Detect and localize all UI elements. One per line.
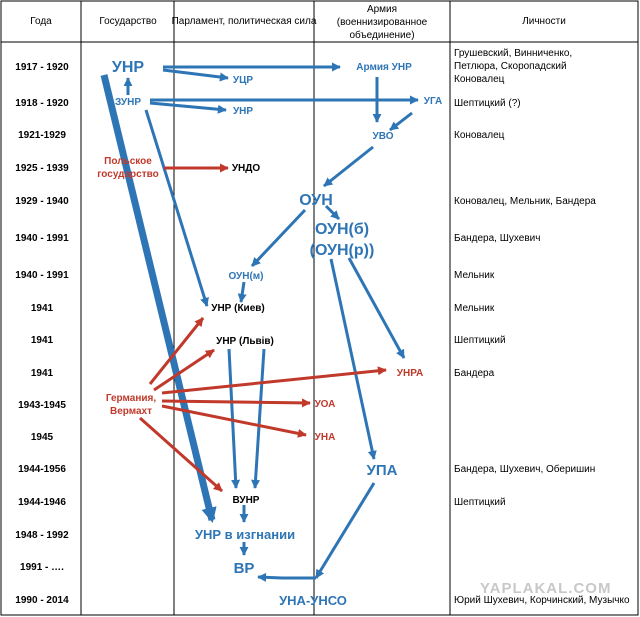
arrow xyxy=(258,577,316,578)
persons-text: Коновалец xyxy=(454,74,505,85)
persons-text: Бандера, Шухевич xyxy=(454,233,541,244)
persons-text: Коновалец xyxy=(454,130,505,141)
node-uga: УГА xyxy=(423,96,443,107)
year-label: 1991 - …. xyxy=(20,562,64,573)
year-label: 1921-1929 xyxy=(18,130,66,141)
header-army-line3: объединение) xyxy=(349,30,415,41)
year-label: 1940 - 1991 xyxy=(15,233,69,244)
arrow xyxy=(390,113,412,130)
arrow xyxy=(162,401,310,403)
year-label: 1945 xyxy=(30,432,54,443)
year-label: 1990 - 2014 xyxy=(15,595,69,606)
persons-text: Бандера xyxy=(454,368,495,379)
node-uoa: УОА xyxy=(314,399,336,410)
node-unr: УНР xyxy=(111,59,145,76)
node-unr-small: УНР xyxy=(232,106,254,117)
unr-to-exile-thick-arrow xyxy=(104,75,212,520)
node-ounb-l1: ОУН(б) xyxy=(314,221,370,238)
node-uvo: УВО xyxy=(372,131,394,142)
persons-text: Петлюра, Скоропадский xyxy=(454,61,567,72)
arrow xyxy=(252,210,305,266)
header-years: Года xyxy=(30,16,52,27)
persons-text: Грушевский, Винниченко, xyxy=(454,48,573,59)
header-army-line1: Армия xyxy=(366,4,398,15)
persons-text: Шептицкий (?) xyxy=(454,98,521,109)
watermark: YAPLAKAL.COM xyxy=(480,580,612,597)
arrow xyxy=(162,370,386,393)
node-una: УНА xyxy=(314,432,336,443)
arrow xyxy=(150,103,226,110)
node-army-unr: Армия УНР xyxy=(356,62,412,73)
year-label: 1941 xyxy=(30,368,54,379)
persons-text: Коновалец, Мельник, Бандера xyxy=(454,196,596,207)
node-unr-in-exile: УНР в изгнании xyxy=(194,527,296,542)
red-arrows xyxy=(140,168,386,491)
node-unr-lviv: УНР (Львів) xyxy=(216,336,274,347)
arrow xyxy=(324,147,373,186)
node-vunr: ВУНР xyxy=(232,495,260,506)
node-unr-kiev: УНР (Киев) xyxy=(211,303,265,314)
year-label: 1917 - 1920 xyxy=(15,62,69,73)
year-label: 1944-1946 xyxy=(18,497,66,508)
persons-text: Бандера, Шухевич, Оберишин xyxy=(454,464,596,475)
persons-text: Юрий Шухевич, Корчинский, Музычко xyxy=(454,595,630,606)
persons-text: Мельник xyxy=(454,270,495,281)
year-label: 1918 - 1920 xyxy=(15,98,69,109)
arrow xyxy=(241,282,244,302)
year-label: 1943-1945 xyxy=(18,400,66,411)
node-una-unso: УНА-УНСО xyxy=(279,593,347,608)
year-label: 1929 - 1940 xyxy=(15,196,69,207)
year-label: 1941 xyxy=(30,335,54,346)
arrow xyxy=(255,349,264,488)
header-state: Государство xyxy=(99,16,157,27)
node-oun: ОУН xyxy=(299,192,333,209)
year-label: 1925 - 1939 xyxy=(15,163,69,174)
blue-arrows xyxy=(128,67,418,578)
arrow xyxy=(316,483,374,578)
node-germany-l2: Вермахт xyxy=(109,406,153,417)
node-zunr: ЗУНР xyxy=(115,97,141,108)
node-unra: УНРА xyxy=(396,368,424,379)
arrow xyxy=(140,418,222,491)
year-label: 1941 xyxy=(30,303,54,314)
table-header xyxy=(30,4,566,41)
node-upa: УПА xyxy=(366,462,398,479)
node-ucr: УЦР xyxy=(232,75,254,86)
year-label: 1948 - 1992 xyxy=(15,530,69,541)
node-undo: УНДО xyxy=(231,163,261,174)
year-column xyxy=(15,62,69,606)
node-polish-state-l2: государство xyxy=(97,169,159,180)
table-grid xyxy=(1,1,638,615)
persons-text: Шептицкий xyxy=(454,335,506,346)
persons-text: Мельник xyxy=(454,303,495,314)
header-army-line2: (военнизированное xyxy=(336,17,428,28)
year-label: 1944-1956 xyxy=(18,464,66,475)
persons-text: Шептицкий xyxy=(454,497,506,508)
node-vr: ВР xyxy=(233,560,255,577)
node-ounb-l2: (ОУН(р)) xyxy=(309,242,375,259)
arrow xyxy=(349,258,404,358)
node-germany-l1: Германия, xyxy=(105,393,157,404)
year-label: 1940 - 1991 xyxy=(15,270,69,281)
arrow xyxy=(163,70,228,78)
node-ounm: ОУН(м) xyxy=(228,271,264,282)
header-persons: Личности xyxy=(522,16,566,27)
persons-column xyxy=(454,48,630,606)
node-polish-state-l1: Польское xyxy=(104,156,152,167)
header-parliament: Парламент, политическая сила xyxy=(171,16,317,27)
